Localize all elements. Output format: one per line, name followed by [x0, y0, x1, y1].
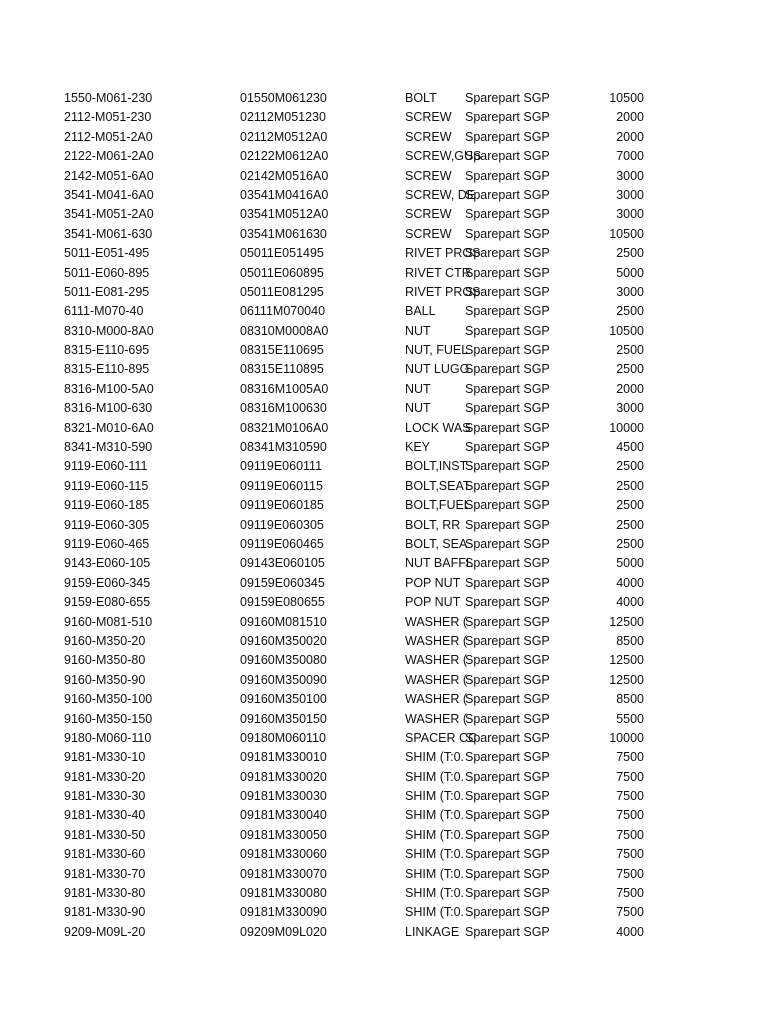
item-code-cell: 09181M330060	[240, 847, 327, 862]
table-row	[0, 903, 768, 922]
quantity-cell: 7500	[616, 905, 644, 920]
category-cell: Sparepart SGP	[465, 692, 550, 707]
item-code-cell: 08321M0106A0	[240, 420, 329, 435]
description-cell: SCREW	[405, 168, 452, 183]
item-code-cell: 09181M330040	[240, 808, 327, 823]
quantity-cell: 2500	[616, 459, 644, 474]
table-row	[0, 690, 768, 709]
category-cell: Sparepart SGP	[465, 672, 550, 687]
quantity-cell: 7500	[616, 847, 644, 862]
quantity-cell: 10000	[609, 730, 644, 745]
item-code-cell: 08315E110895	[240, 362, 324, 377]
item-code-cell: 09160M350100	[240, 692, 327, 707]
item-code-cell: 09160M350150	[240, 711, 327, 726]
part-number-cell: 5011-E051-495	[64, 246, 150, 261]
part-number-cell: 5011-E081-295	[64, 284, 150, 299]
quantity-cell: 10500	[609, 323, 644, 338]
category-cell: Sparepart SGP	[465, 323, 550, 338]
category-cell: Sparepart SGP	[465, 478, 550, 493]
part-number-cell: 9119-E060-185	[64, 498, 150, 513]
description-cell: BOLT, SEA	[405, 536, 468, 551]
part-number-cell: 9181-M330-70	[64, 866, 146, 881]
description-cell: BOLT,SEAT	[405, 478, 471, 493]
category-cell: Sparepart SGP	[465, 905, 550, 920]
category-cell: Sparepart SGP	[465, 362, 550, 377]
category-cell: Sparepart SGP	[465, 420, 550, 435]
quantity-cell: 3000	[616, 168, 644, 183]
quantity-cell: 7000	[616, 149, 644, 164]
quantity-cell: 2500	[616, 246, 644, 261]
category-cell: Sparepart SGP	[465, 556, 550, 571]
description-cell: POP NUT	[405, 575, 461, 590]
quantity-cell: 4000	[616, 595, 644, 610]
quantity-cell: 2500	[616, 478, 644, 493]
item-code-cell: 09181M330030	[240, 789, 327, 804]
quantity-cell: 7500	[616, 750, 644, 765]
table-row	[0, 768, 768, 787]
item-code-cell: 08315E110695	[240, 343, 324, 358]
part-number-cell: 3541-M061-630	[64, 226, 153, 241]
item-code-cell: 09119E060465	[240, 536, 324, 551]
description-cell: WASHER (	[405, 614, 468, 629]
item-code-cell: 03541M0416A0	[240, 187, 329, 202]
part-number-cell: 9143-E060-105	[64, 556, 151, 571]
quantity-cell: 12500	[609, 614, 644, 629]
quantity-cell: 5000	[616, 265, 644, 280]
quantity-cell: 5500	[616, 711, 644, 726]
quantity-cell: 12500	[609, 672, 644, 687]
table-row	[0, 806, 768, 825]
category-cell: Sparepart SGP	[465, 187, 550, 202]
quantity-cell: 12500	[609, 653, 644, 668]
description-cell: NUT	[405, 401, 431, 416]
quantity-cell: 7500	[616, 808, 644, 823]
quantity-cell: 2500	[616, 304, 644, 319]
quantity-cell: 5000	[616, 556, 644, 571]
description-cell: LINKAGE	[405, 924, 460, 939]
item-code-cell: 03541M0512A0	[240, 207, 329, 222]
description-cell: NUT	[405, 323, 431, 338]
item-code-cell: 09181M330010	[240, 750, 327, 765]
quantity-cell: 7500	[616, 827, 644, 842]
part-number-cell: 3541-M051-2A0	[64, 207, 154, 222]
description-cell: BOLT,INST	[405, 459, 468, 474]
description-cell: BALL	[405, 304, 436, 319]
description-cell: SCREW	[405, 207, 452, 222]
quantity-cell: 2000	[616, 381, 644, 396]
table-row	[0, 438, 768, 457]
category-cell: Sparepart SGP	[465, 595, 550, 610]
item-code-cell: 09160M350090	[240, 672, 327, 687]
table-row	[0, 457, 768, 476]
description-cell: SHIM (T:0.	[405, 789, 465, 804]
table-row	[0, 128, 768, 147]
description-cell: SHIM (T:0.	[405, 905, 465, 920]
description-cell: RIVET PROS	[405, 284, 481, 299]
table-row	[0, 710, 768, 729]
table-row	[0, 554, 768, 573]
table-row	[0, 787, 768, 806]
category-cell: Sparepart SGP	[465, 886, 550, 901]
table-row	[0, 341, 768, 360]
quantity-cell: 2500	[616, 536, 644, 551]
quantity-cell: 2500	[616, 517, 644, 532]
quantity-cell: 7500	[616, 886, 644, 901]
description-cell: WASHER (	[405, 653, 468, 668]
part-number-cell: 9119-E060-305	[64, 517, 150, 532]
quantity-cell: 4000	[616, 924, 644, 939]
category-cell: Sparepart SGP	[465, 653, 550, 668]
table-row	[0, 535, 768, 554]
category-cell: Sparepart SGP	[465, 207, 550, 222]
table-row	[0, 302, 768, 321]
part-number-cell: 9181-M330-60	[64, 847, 146, 862]
item-code-cell: 09159E080655	[240, 595, 325, 610]
table-row	[0, 380, 768, 399]
category-cell: Sparepart SGP	[465, 265, 550, 280]
table-row	[0, 651, 768, 670]
part-number-cell: 8315-E110-895	[64, 362, 150, 377]
category-cell: Sparepart SGP	[465, 711, 550, 726]
part-number-cell: 9181-M330-30	[64, 789, 146, 804]
table-row	[0, 419, 768, 438]
table-row	[0, 729, 768, 748]
category-cell: Sparepart SGP	[465, 847, 550, 862]
part-number-cell: 8315-E110-695	[64, 343, 150, 358]
part-number-cell: 9119-E060-115	[64, 478, 149, 493]
table-row	[0, 244, 768, 263]
item-code-cell: 05011E051495	[240, 246, 324, 261]
item-code-cell: 05011E060895	[240, 265, 324, 280]
table-row	[0, 516, 768, 535]
category-cell: Sparepart SGP	[465, 866, 550, 881]
table-row	[0, 632, 768, 651]
description-cell: WASHER (	[405, 672, 468, 687]
description-cell: NUT BAFFL	[405, 556, 473, 571]
table-row	[0, 360, 768, 379]
quantity-cell: 2000	[616, 129, 644, 144]
part-number-cell: 9209-M09L-20	[64, 924, 146, 939]
item-code-cell: 09181M330090	[240, 905, 327, 920]
quantity-cell: 2000	[616, 110, 644, 125]
description-cell: RIVET PROS	[405, 246, 481, 261]
description-cell: SPACER CC	[405, 730, 478, 745]
item-code-cell: 01550M061230	[240, 91, 327, 105]
description-cell: WASHER (	[405, 692, 468, 707]
quantity-cell: 7500	[616, 769, 644, 784]
item-code-cell: 09159E060345	[240, 575, 325, 590]
description-cell: BOLT,FUEL	[405, 498, 471, 513]
quantity-cell: 10000	[609, 420, 644, 435]
table-row	[0, 477, 768, 496]
quantity-cell: 8500	[616, 633, 644, 648]
table-row	[0, 865, 768, 884]
part-number-cell: 8316-M100-5A0	[64, 381, 154, 396]
quantity-cell: 4500	[616, 440, 644, 455]
part-number-cell: 5011-E060-895	[64, 265, 150, 280]
table-row	[0, 671, 768, 690]
quantity-cell: 4000	[616, 575, 644, 590]
part-number-cell: 3541-M041-6A0	[64, 187, 154, 202]
table-row	[0, 574, 768, 593]
category-cell: Sparepart SGP	[465, 789, 550, 804]
item-code-cell: 09143E060105	[240, 556, 325, 571]
table-row	[0, 225, 768, 244]
category-cell: Sparepart SGP	[465, 575, 550, 590]
part-number-cell: 2122-M061-2A0	[64, 149, 154, 164]
part-number-cell: 9181-M330-40	[64, 808, 146, 823]
item-code-cell: 09160M350080	[240, 653, 327, 668]
description-cell: NUT	[405, 381, 431, 396]
table-row	[0, 283, 768, 302]
quantity-cell: 2500	[616, 498, 644, 513]
item-code-cell: 09209M09L020	[240, 924, 327, 939]
part-number-cell: 2112-M051-230	[64, 110, 152, 125]
category-cell: Sparepart SGP	[465, 284, 550, 299]
item-code-cell: 06111M070040	[240, 304, 326, 319]
description-cell: POP NUT	[405, 595, 461, 610]
item-code-cell: 09181M330050	[240, 827, 327, 842]
part-number-cell: 9160-M350-20	[64, 633, 146, 648]
table-row	[0, 496, 768, 515]
description-cell: SCREW,GUS	[405, 149, 482, 164]
category-cell: Sparepart SGP	[465, 536, 550, 551]
part-number-cell: 9181-M330-90	[64, 905, 146, 920]
description-cell: SHIM (T:0.	[405, 808, 465, 823]
part-number-cell: 8321-M010-6A0	[64, 420, 154, 435]
part-number-cell: 8316-M100-630	[64, 401, 153, 416]
description-cell: BOLT, RR	[405, 517, 461, 532]
item-code-cell: 09160M081510	[240, 614, 327, 629]
category-cell: Sparepart SGP	[465, 343, 550, 358]
part-number-cell: 9160-M350-80	[64, 653, 146, 668]
table-row	[0, 264, 768, 283]
category-cell: Sparepart SGP	[465, 381, 550, 396]
description-cell: SHIM (T:0.	[405, 769, 465, 784]
part-number-cell: 9160-M350-150	[64, 711, 153, 726]
description-cell: NUT, FUEL	[405, 343, 469, 358]
item-code-cell: 05011E081295	[240, 284, 324, 299]
category-cell: Sparepart SGP	[465, 246, 550, 261]
part-number-cell: 8310-M000-8A0	[64, 323, 154, 338]
description-cell: NUT LUGG	[405, 362, 470, 377]
quantity-cell: 7500	[616, 789, 644, 804]
table-row	[0, 593, 768, 612]
parts-table	[0, 89, 768, 942]
category-cell: Sparepart SGP	[465, 91, 550, 105]
description-cell: SHIM (T:0.	[405, 847, 465, 862]
part-number-cell: 1550-M061-230	[64, 91, 153, 105]
description-cell: WASHER (	[405, 633, 468, 648]
quantity-cell: 2500	[616, 362, 644, 377]
part-number-cell: 8341-M310-590	[64, 440, 153, 455]
part-number-cell: 9160-M350-90	[64, 672, 146, 687]
quantity-cell: 7500	[616, 866, 644, 881]
table-row	[0, 186, 768, 205]
category-cell: Sparepart SGP	[465, 517, 550, 532]
category-cell: Sparepart SGP	[465, 730, 550, 745]
item-code-cell: 03541M061630	[240, 226, 327, 241]
description-cell: SHIM (T:0.	[405, 750, 465, 765]
item-code-cell: 09181M330020	[240, 769, 327, 784]
table-row	[0, 89, 768, 108]
part-number-cell: 9119-E060-111	[64, 459, 148, 474]
item-code-cell: 02112M051230	[240, 110, 326, 125]
item-code-cell: 09160M350020	[240, 633, 327, 648]
part-number-cell: 2142-M051-6A0	[64, 168, 154, 183]
part-number-cell: 9181-M330-20	[64, 769, 146, 784]
table-row	[0, 845, 768, 864]
category-cell: Sparepart SGP	[465, 614, 550, 629]
description-cell: SCREW	[405, 129, 452, 144]
table-row	[0, 147, 768, 166]
item-code-cell: 09180M060110	[240, 730, 326, 745]
item-code-cell: 09119E060115	[240, 478, 323, 493]
part-number-cell: 9181-M330-50	[64, 827, 146, 842]
quantity-cell: 2500	[616, 343, 644, 358]
quantity-cell: 10500	[609, 91, 644, 105]
item-code-cell: 08316M1005A0	[240, 381, 329, 396]
table-row	[0, 748, 768, 767]
item-code-cell: 08316M100630	[240, 401, 327, 416]
table-row	[0, 205, 768, 224]
category-cell: Sparepart SGP	[465, 129, 550, 144]
description-cell: SCREW	[405, 110, 452, 125]
description-cell: KEY	[405, 440, 431, 455]
description-cell: SHIM (T:0.	[405, 827, 465, 842]
table-row	[0, 923, 768, 942]
description-cell: WASHER (	[405, 711, 468, 726]
table-row	[0, 826, 768, 845]
quantity-cell: 8500	[616, 692, 644, 707]
item-code-cell: 09119E060185	[240, 498, 324, 513]
category-cell: Sparepart SGP	[465, 827, 550, 842]
description-cell: RIVET CTR	[405, 265, 471, 280]
item-code-cell: 09181M330070	[240, 866, 327, 881]
category-cell: Sparepart SGP	[465, 440, 550, 455]
table-row	[0, 167, 768, 186]
item-code-cell: 08310M0008A0	[240, 323, 329, 338]
table-row	[0, 884, 768, 903]
part-number-cell: 9181-M330-80	[64, 886, 146, 901]
category-cell: Sparepart SGP	[465, 750, 550, 765]
table-row	[0, 613, 768, 632]
part-number-cell: 9181-M330-10	[64, 750, 146, 765]
table-row	[0, 322, 768, 341]
part-number-cell: 9159-E080-655	[64, 595, 151, 610]
quantity-cell: 3000	[616, 401, 644, 416]
part-number-cell: 9159-E060-345	[64, 575, 151, 590]
table-row	[0, 108, 768, 127]
item-code-cell: 09119E060305	[240, 517, 324, 532]
part-number-cell: 9119-E060-465	[64, 536, 150, 551]
category-cell: Sparepart SGP	[465, 633, 550, 648]
quantity-cell: 3000	[616, 207, 644, 222]
description-cell: SCREW	[405, 226, 452, 241]
part-number-cell: 6111-M070-40	[64, 304, 144, 319]
category-cell: Sparepart SGP	[465, 459, 550, 474]
category-cell: Sparepart SGP	[465, 808, 550, 823]
category-cell: Sparepart SGP	[465, 110, 550, 125]
quantity-cell: 10500	[609, 226, 644, 241]
category-cell: Sparepart SGP	[465, 924, 550, 939]
category-cell: Sparepart SGP	[465, 226, 550, 241]
item-code-cell: 02122M0612A0	[240, 149, 329, 164]
part-number-cell: 9160-M081-510	[64, 614, 153, 629]
item-code-cell: 02142M0516A0	[240, 168, 329, 183]
category-cell: Sparepart SGP	[465, 498, 550, 513]
description-cell: SHIM (T:0.	[405, 866, 465, 881]
item-code-cell: 08341M310590	[240, 440, 327, 455]
item-code-cell: 09119E060111	[240, 459, 323, 474]
table-row	[0, 399, 768, 418]
description-cell: LOCK WAS	[405, 420, 471, 435]
description-cell: SCREW, DE	[405, 187, 476, 202]
description-cell: SHIM (T:0.	[405, 886, 465, 901]
category-cell: Sparepart SGP	[465, 769, 550, 784]
category-cell: Sparepart SGP	[465, 168, 550, 183]
description-cell: BOLT	[405, 91, 437, 105]
quantity-cell: 3000	[616, 284, 644, 299]
item-code-cell: 02112M0512A0	[240, 129, 328, 144]
part-number-cell: 9160-M350-100	[64, 692, 153, 707]
part-number-cell: 2112-M051-2A0	[64, 129, 153, 144]
category-cell: Sparepart SGP	[465, 149, 550, 164]
item-code-cell: 09181M330080	[240, 886, 327, 901]
quantity-cell: 3000	[616, 187, 644, 202]
category-cell: Sparepart SGP	[465, 304, 550, 319]
part-number-cell: 9180-M060-110	[64, 730, 152, 745]
category-cell: Sparepart SGP	[465, 401, 550, 416]
